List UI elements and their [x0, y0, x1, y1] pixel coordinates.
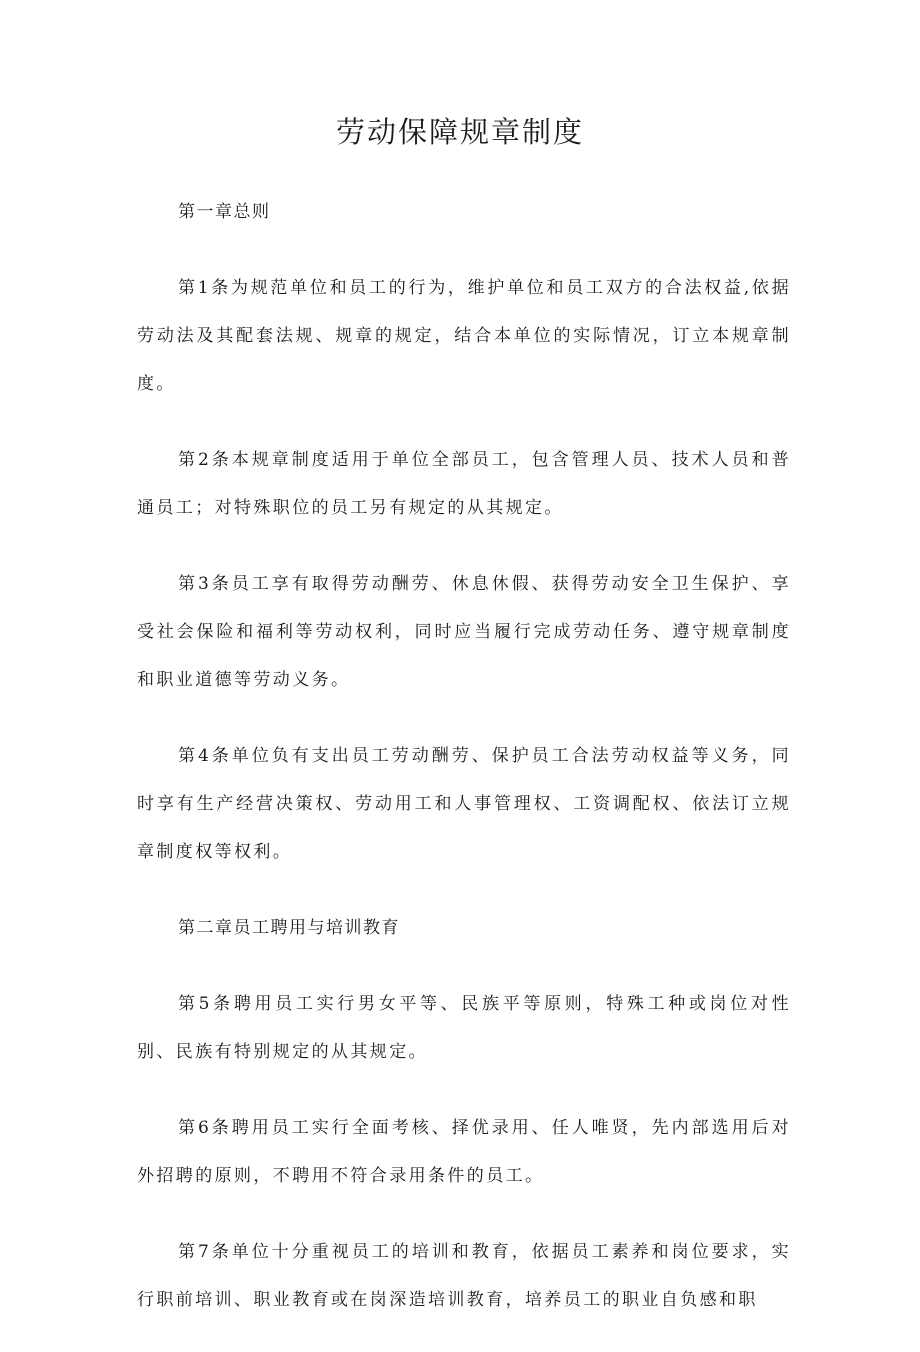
article-2: 第2条本规章制度适用于单位全部员工，包含管理人员、技术人员和普通员工；对特殊职位的员工另有规定的从其规定。 [137, 450, 791, 518]
document-body [137, 188, 791, 1352]
article-4: 第4条单位负有支出员工劳动酬劳、保护员工合法劳动权益等义务，同时享有生产经营决策权、劳动用工和人事管理权、工资调配权、依法订立规章制度权等权利。 [137, 746, 791, 862]
article-5: 第5条聘用员工实行男女平等、民族平等原则，特殊工种或岗位对性别、民族有特别规定的从其规定。 [137, 994, 791, 1062]
chapter-heading-2: 第二章员工聘用与培训教育 [178, 918, 400, 938]
article-1: 第1条为规范单位和员工的行为，维护单位和员工双方的合法权益,依据劳动法及其配套法规、规章的规定，结合本单位的实际情况，订立本规章制度。 [137, 278, 791, 394]
document-title: 劳动保障规章制度 [335, 115, 584, 149]
article-3: 第3条员工享有取得劳动酬劳、休息休假、获得劳动安全卫生保护、享受社会保险和福利等劳动权利，同时应当履行完成劳动任务、遵守规章制度和职业道德等劳动义务。 [137, 574, 791, 690]
article-6: 第6条聘用员工实行全面考核、择优录用、任人唯贤，先内部选用后对外招聘的原则，不聘用不符合录用条件的员工。 [137, 1118, 791, 1186]
article-7: 第7条单位十分重视员工的培训和教育，依据员工素养和岗位要求，实行职前培训、职业教育或在岗深造培训教育，培养员工的职业自负感和职 [137, 1242, 791, 1310]
chapter-heading-1: 第一章总则 [178, 202, 271, 222]
